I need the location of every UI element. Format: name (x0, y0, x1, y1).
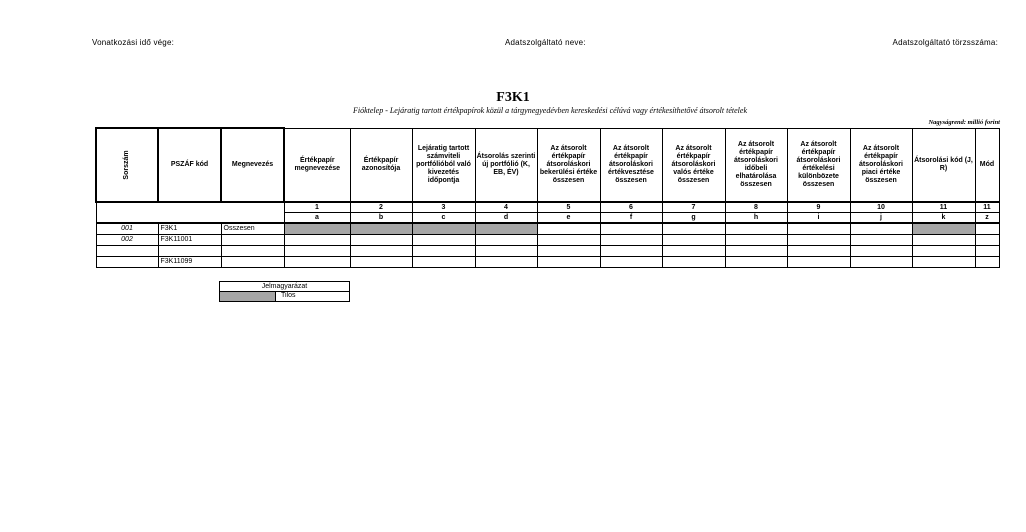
table-row (96, 223, 999, 235)
col-header-7: Az átsorolt értékpapír átsoroláskori valós értéke összesen (662, 128, 725, 202)
row-sorszam: 001 (96, 223, 158, 235)
col-header-pszaf-kod: PSZÁF kód (158, 128, 221, 202)
col-letter: d (475, 213, 537, 224)
input-cell[interactable] (787, 257, 850, 268)
col-header-11: Átsorolási kód (J, R) (912, 128, 975, 202)
form-subtitle: Fióktelep - Lejáratig tartott értékpapírok közül a tárgynegyedévben kereskedési célúvá vagy értékesíthetővé átsorolt tételek (352, 106, 747, 115)
col-header-10: Az átsorolt értékpapír átsoroláskori piaci értéke összesen (850, 128, 912, 202)
row-pszaf-kod (158, 246, 221, 257)
col-number: 9 (787, 202, 850, 213)
input-cell[interactable] (975, 235, 999, 246)
input-cell[interactable] (412, 246, 475, 257)
legend-item-forbidden (220, 292, 350, 302)
forbidden-cell (412, 223, 475, 235)
col-letter: k (912, 213, 975, 224)
input-cell[interactable] (975, 257, 999, 268)
row-pszaf-kod: F3K1 (158, 223, 221, 235)
input-cell[interactable] (850, 246, 912, 257)
col-letter: g (662, 213, 725, 224)
row-sorszam: 002 (96, 235, 158, 246)
col-letter: a (284, 213, 350, 224)
input-cell[interactable] (350, 246, 412, 257)
form-code-title: F3K1 (496, 90, 530, 105)
col-header-8: Az átsorolt értékpapír átsoroláskori időbeli elhatárolása összesen (725, 128, 787, 202)
input-cell[interactable] (600, 246, 662, 257)
table-row (96, 257, 999, 268)
input-cell[interactable] (850, 257, 912, 268)
col-letter: j (850, 213, 912, 224)
input-cell[interactable] (350, 257, 412, 268)
provider-name-label: Adatszolgáltató neve: (505, 38, 586, 47)
input-cell[interactable] (537, 246, 600, 257)
input-cell[interactable] (600, 257, 662, 268)
col-header-megnevezes: Megnevezés (221, 128, 284, 202)
col-header-4: Átsorolás szerinti új portfólió (K, EB, ÉV) (475, 128, 537, 202)
report-table (95, 127, 1000, 268)
input-cell[interactable] (284, 235, 350, 246)
input-cell[interactable] (662, 223, 725, 235)
input-cell[interactable] (662, 246, 725, 257)
legend-title: Jelmagyarázat (220, 282, 350, 292)
scale-note: Nagyságrend: millió forint (928, 119, 1000, 126)
row-sorszam (96, 246, 158, 257)
col-number: 11 (912, 202, 975, 213)
table-row (96, 246, 999, 257)
input-cell[interactable] (600, 235, 662, 246)
input-cell[interactable] (725, 246, 787, 257)
forbidden-cell (284, 223, 350, 235)
input-cell[interactable] (787, 235, 850, 246)
input-cell[interactable] (850, 223, 912, 235)
input-cell[interactable] (787, 223, 850, 235)
input-cell[interactable] (600, 223, 662, 235)
input-cell[interactable] (537, 235, 600, 246)
forbidden-cell (912, 223, 975, 235)
col-number: 6 (600, 202, 662, 213)
input-cell[interactable] (850, 235, 912, 246)
input-cell[interactable] (787, 246, 850, 257)
forbidden-cell (475, 223, 537, 235)
col-number: 11 (975, 202, 999, 213)
legend (219, 281, 350, 302)
input-cell[interactable] (725, 235, 787, 246)
legend-swatch (220, 292, 276, 301)
table-row (96, 235, 999, 246)
col-letter: h (725, 213, 787, 224)
row-pszaf-kod: F3K11099 (158, 257, 221, 268)
col-letter: i (787, 213, 850, 224)
col-header-2: Értékpapír azonosítója (350, 128, 412, 202)
col-header-mod: Mód (975, 128, 999, 202)
input-cell[interactable] (975, 223, 999, 235)
row-megnevezes (221, 235, 284, 246)
col-number: 3 (412, 202, 475, 213)
legend-item-label: Tilos (280, 292, 296, 299)
col-number: 7 (662, 202, 725, 213)
input-cell[interactable] (475, 235, 537, 246)
num-spacer (96, 202, 284, 223)
col-letter: e (537, 213, 600, 224)
input-cell[interactable] (725, 223, 787, 235)
input-cell[interactable] (537, 223, 600, 235)
col-number: 8 (725, 202, 787, 213)
col-header-6: Az átsorolt értékpapír átsoroláskori értékvesztése összesen (600, 128, 662, 202)
col-number: 5 (537, 202, 600, 213)
input-cell[interactable] (662, 235, 725, 246)
row-sorszam (96, 257, 158, 268)
input-cell[interactable] (912, 246, 975, 257)
col-header-1: Értékpapír megnevezése (284, 128, 350, 202)
input-cell[interactable] (412, 235, 475, 246)
col-letter: c (412, 213, 475, 224)
col-header-9: Az átsorolt értékpapír átsoroláskori értékelési különbözete összesen (787, 128, 850, 202)
col-number: 2 (350, 202, 412, 213)
input-cell[interactable] (412, 257, 475, 268)
input-cell[interactable] (475, 246, 537, 257)
input-cell[interactable] (725, 257, 787, 268)
row-megnevezes (221, 257, 284, 268)
col-header-3: Lejáratig tartott számviteli portfólióból való kivezetés időpontja (412, 128, 475, 202)
input-cell[interactable] (350, 235, 412, 246)
col-number: 4 (475, 202, 537, 213)
row-pszaf-kod: F3K11001 (158, 235, 221, 246)
col-letter: b (350, 213, 412, 224)
input-cell[interactable] (537, 257, 600, 268)
input-cell[interactable] (662, 257, 725, 268)
input-cell[interactable] (975, 246, 999, 257)
period-end-label: Vonatkozási idő vége: (92, 38, 175, 47)
col-number: 1 (284, 202, 350, 213)
input-cell[interactable] (284, 246, 350, 257)
row-megnevezes (221, 246, 284, 257)
forbidden-cell (350, 223, 412, 235)
col-letter: f (600, 213, 662, 224)
col-letter: z (975, 213, 999, 224)
row-megnevezes: Összesen (221, 223, 284, 235)
input-cell[interactable] (475, 257, 537, 268)
input-cell[interactable] (284, 257, 350, 268)
col-header-5: Az átsorolt értékpapír átsoroláskori bekerülési értéke összesen (537, 128, 600, 202)
provider-registry-number-label: Adatszolgáltató törzsszáma: (892, 38, 998, 47)
col-header-sorszam: Sorszám (96, 128, 158, 202)
col-number: 10 (850, 202, 912, 213)
input-cell[interactable] (912, 235, 975, 246)
input-cell[interactable] (912, 257, 975, 268)
